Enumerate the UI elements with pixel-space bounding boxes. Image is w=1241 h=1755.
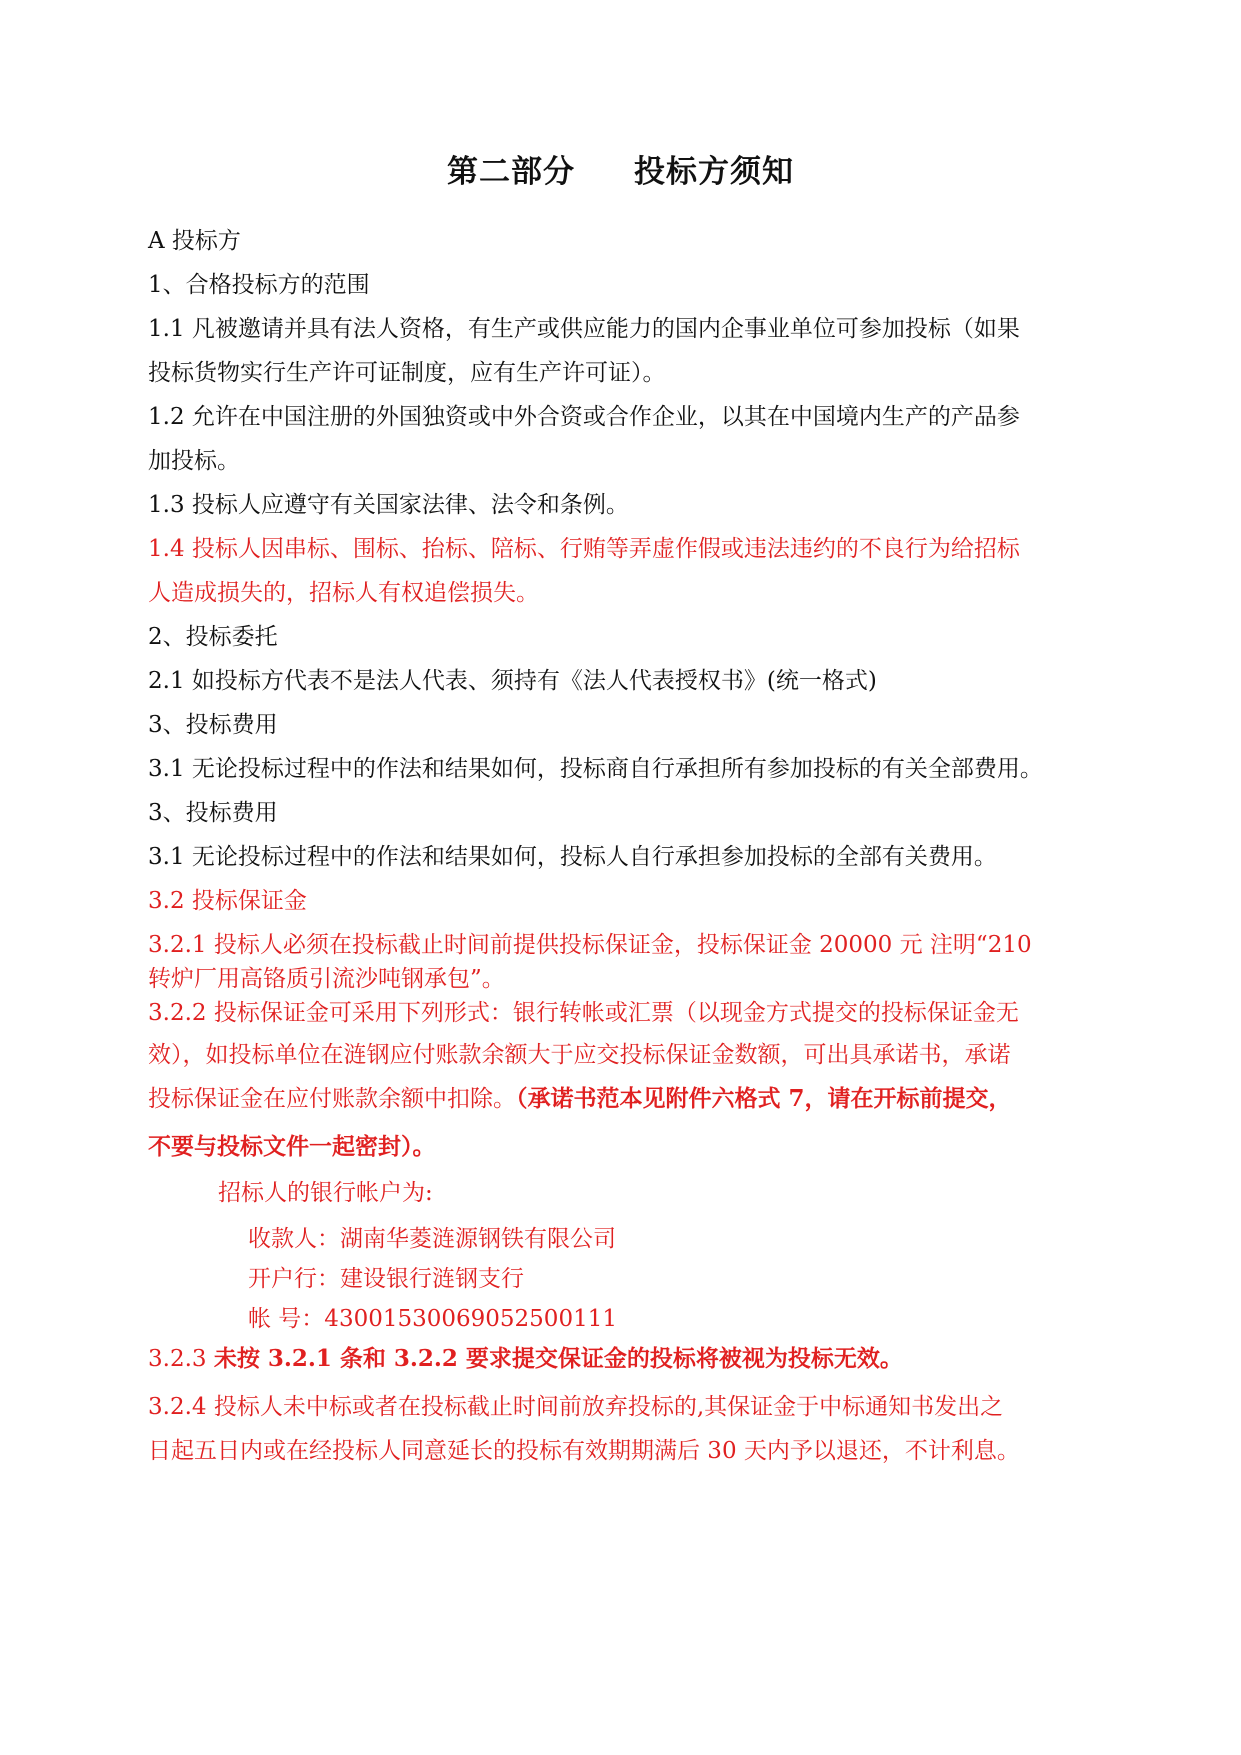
clause-1-3: 1.3 投标人应遵守有关国家法律、法令和条例。: [148, 492, 629, 518]
clause-3-2-2-text: 投标保证金在应付账款余额中扣除。: [148, 1086, 516, 1112]
payee: 收款人：湖南华菱涟源钢铁有限公司: [248, 1226, 616, 1252]
clause-1-1-line-1: 1.1 凡被邀请并具有法人资格，有生产或供应能力的国内企事业单位可参加投标（如果: [148, 316, 1020, 342]
clause-1-1-line-2: 投标货物实行生产许可证制度，应有生产许可证）。: [148, 360, 666, 386]
clause-3-1-repeat: 3.1 无论投标过程中的作法和结果如何，投标人自行承担参加投标的全部有关费用。: [148, 844, 997, 870]
clause-1-2-line-1: 1.2 允许在中国注册的外国独资或中外合资或合作企业，以其在中国境内生产的产品参: [148, 404, 1020, 430]
clause-3-1: 3.1 无论投标过程中的作法和结果如何，投标商自行承担所有参加投标的有关全部费用。: [148, 756, 1043, 782]
clause-3-2-2-bold-note-cont: 不要与投标文件一起密封）。: [148, 1133, 436, 1160]
clause-1-2-line-2: 加投标。: [148, 448, 240, 474]
clause-3-2-3-number: 3.2.3: [148, 1346, 214, 1372]
clause-3-2-4-line-2: 日起五日内或在经投标人同意延长的投标有效期期满后 30 天内予以退还，不计利息。: [148, 1438, 1020, 1464]
subsection-3-heading: 3、投标费用: [148, 712, 278, 738]
page-title: 第二部分 投标方须知: [447, 154, 794, 190]
clause-3-2-heading: 3.2 投标保证金: [148, 888, 307, 914]
clause-1-4-line-2: 人造成损失的，招标人有权追偿损失。: [148, 580, 539, 606]
clause-3-2-2-line-2: 效），如投标单位在涟钢应付账款余额大于应交投标保证金数额，可出具承诺书，承诺: [148, 1042, 1011, 1068]
clause-3-2-3-text: 未按 3.2.1 条和 3.2.2 要求提交保证金的投标将被视为投标无效。: [213, 1345, 903, 1372]
clause-3-2-2-line-3: [148, 1084, 1098, 1114]
subsection-3-heading-repeat: 3、投标费用: [148, 800, 278, 826]
section-a-heading: A 投标方: [148, 228, 241, 254]
clause-2-1: 2.1 如投标方代表不是法人代表、须持有《法人代表授权书》(统一格式): [148, 668, 877, 694]
account-number: 帐 号：43001530069052500111: [248, 1306, 617, 1332]
clause-1-4-line-1: 1.4 投标人因串标、围标、抬标、陪标、行贿等弄虚作假或违法违约的不良行为给招标: [148, 536, 1020, 562]
clause-3-2-4-line-1: 3.2.4 投标人未中标或者在投标截止时间前放弃投标的,其保证金于中标通知书发出之: [148, 1394, 1004, 1420]
subsection-2-heading: 2、投标委托: [148, 624, 278, 650]
subsection-1-heading: 1、合格投标方的范围: [148, 272, 370, 298]
clause-3-2-1-line-1: 3.2.1 投标人必须在投标截止时间前提供投标保证金，投标保证金 20000 元 注明“210: [148, 932, 1032, 958]
bank-branch: 开户行：建设银行涟钢支行: [248, 1266, 524, 1292]
clause-3-2-2-line-1: 3.2.2 投标保证金可采用下列形式：银行转帐或汇票（以现金方式提交的投标保证金无: [148, 1000, 1019, 1026]
bank-account-heading: 招标人的银行帐户为:: [218, 1180, 433, 1206]
clause-3-2-1-line-2: 转炉厂用高铬质引流沙吨钢承包”。: [148, 966, 505, 992]
clause-3-2-3: [148, 1344, 1098, 1374]
clause-3-2-2-bold-note: （承诺书范本见附件六格式 7，请在开标前提交，: [516, 1085, 1012, 1112]
